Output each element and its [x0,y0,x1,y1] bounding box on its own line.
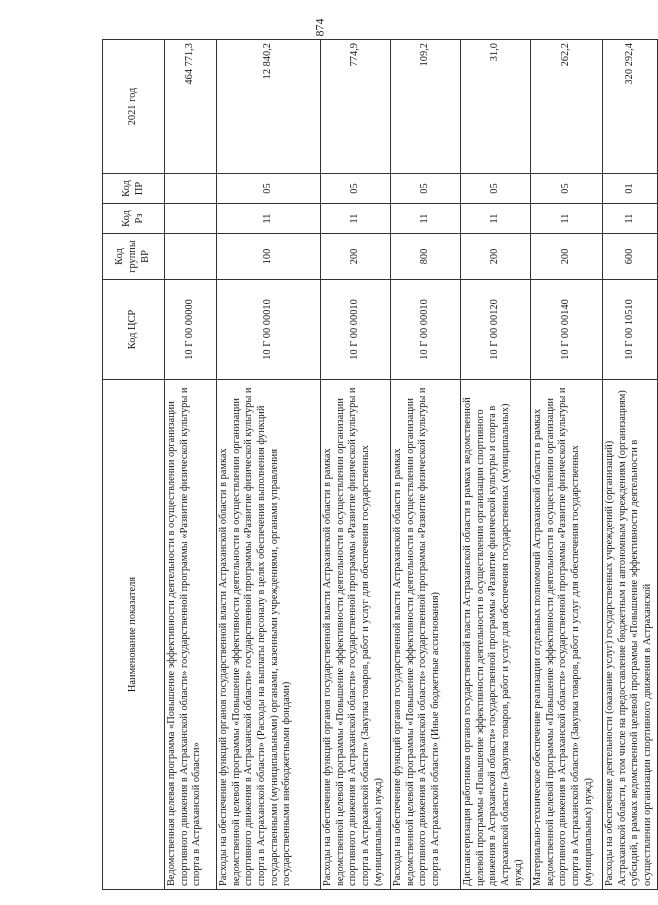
row-pr: 05 [391,174,461,204]
row-csr: 10 Г 00 00010 [391,280,461,380]
budget-table [102,39,658,890]
header-vr: Код группы ВР [103,234,165,280]
row-value: 320 292,4 [603,40,658,174]
row-rz: 11 [531,204,603,234]
header-rz: Код Рз [103,204,165,234]
row-name: Расходы на обеспечение функций органов государственной власти Астраханской области в рамках ведомственной целевой программы «Повышение эффективности деятельности в осуществлении организации спортивного движения в Астраханской области» государственной программы «Развитие физической культуры и спорта в Астраханской области» (Иные бюджетные ассигнования) [391,380,461,890]
row-pr: 01 [603,174,658,204]
row-vr: 200 [321,234,391,280]
row-name: Диспансеризация работников органов государственной власти Астраханской области в рамках ведомственной целевой программы «Повышение эффективности деятельности в осуществлении организации спортивного движения в Астраханской области» государственной программы «Развитие физической культуры и спорта в Астраханской области» (Закупка товаров, работ и услуг для обеспечения государственных (муниципальных) нужд) [461,380,531,890]
row-rz: 11 [321,204,391,234]
row-value: 109,2 [391,40,461,174]
row-value: 262,2 [531,40,603,174]
table-row [531,40,603,890]
row-csr: 10 Г 00 00010 [321,280,391,380]
row-name: Расходы на обеспечение функций органов государственной власти Астраханской области в рамках ведомственной целевой программы «Повышение эффективности деятельности в осуществлении организации спортивного движения в Астраханской области» государственной программы «Развитие физической культуры и спорта в Астраханской области» (Расходы на выплаты персоналу в целях обеспечения выполнения функций государственными (муниципальными) органами, казенными учреждениями, органами управления государственными внебюджетными фондами) [217,380,321,890]
row-csr: 10 Г 00 00000 [165,280,217,380]
row-pr: 05 [531,174,603,204]
header-pr: Код ПР [103,174,165,204]
row-rz [165,204,217,234]
header-year: 2021 год [103,40,165,174]
row-vr: 100 [217,234,321,280]
row-csr: 10 Г 00 00140 [531,280,603,380]
row-pr [165,174,217,204]
row-name: Ведомственная целевая программа «Повышение эффективности деятельности в осуществлении организации спортивного движения в Астраханской области» государственной программы «Развитие физической культуры и спорта в Астраханской области» [165,380,217,890]
table-row [217,40,321,890]
row-name: Материально-техническое обеспечение реализации отдельных полномочий Астраханской области в рамках ведомственной целевой программы «Повышение эффективности деятельности в осуществлении организации спортивного движения в Астраханской области» государственной программы «Развитие физической культуры и спорта в Астраханской области» (Закупка товаров, работ и услуг для обеспечения государственных (муниципальных) нужд) [531,380,603,890]
table-row [391,40,461,890]
page-number: 874 [312,18,327,37]
row-vr: 200 [531,234,603,280]
table-wrapper [102,40,654,890]
row-value: 774,9 [321,40,391,174]
row-vr: 600 [603,234,658,280]
row-rz: 11 [603,204,658,234]
row-vr [165,234,217,280]
row-csr: 10 Г 00 00120 [461,280,531,380]
row-pr: 05 [321,174,391,204]
row-value: 12 840,2 [217,40,321,174]
row-name: Расходы на обеспечение функций органов государственной власти Астраханской области в рамках ведомственной целевой программы «Повышение эффективности деятельности в осуществлении организации спортивного движения в Астраханской области» государственной программы «Развитие физической культуры и спорта в Астраханской области» (Закупка товаров, работ и услуг для обеспечения государственных (муниципальных) нужд) [321,380,391,890]
header-csr: Код ЦСР [103,280,165,380]
table-row [165,40,217,890]
row-rz: 11 [217,204,321,234]
table-row [603,40,658,890]
row-csr: 10 Г 00 00010 [217,280,321,380]
row-rz: 11 [391,204,461,234]
row-pr: 05 [461,174,531,204]
row-vr: 800 [391,234,461,280]
row-value: 464 771,3 [165,40,217,174]
row-vr: 200 [461,234,531,280]
row-value: 31,0 [461,40,531,174]
header-name: Наименование показателя [103,380,165,890]
row-name: Расходы на обеспечение деятельности (оказание услуг) государственных учреждений (организаций) Астраханской области, в том числе на предоставление бюджетным и автономным учреждениям (организациям) субсидий, в рамках ведомственной целевой программы «Повышение эффективности деятельности в осуществлении организации спортивного движения в Астраханской [603,380,658,890]
row-rz: 11 [461,204,531,234]
table-row [461,40,531,890]
row-csr: 10 Г 00 10510 [603,280,658,380]
table-row [321,40,391,890]
table-header-row [103,40,165,890]
row-pr: 05 [217,174,321,204]
